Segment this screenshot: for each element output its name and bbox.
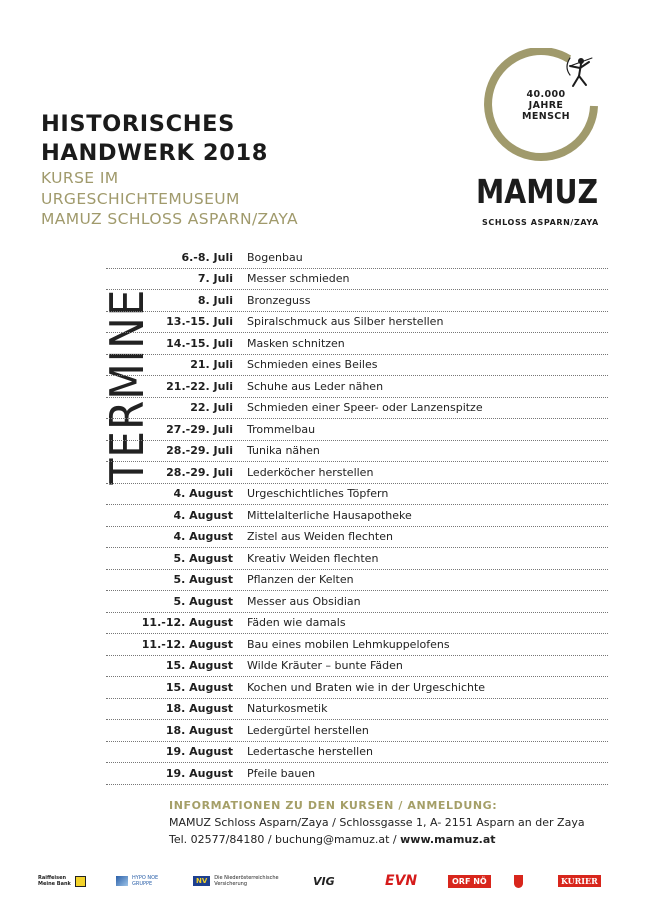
schedule-date: 5. August — [173, 551, 233, 565]
logo-badge-line-1: 40.000 — [526, 89, 566, 100]
schedule-date: 6.-8. Juli — [181, 250, 233, 264]
subtitle-line-3: MAMUZ SCHLOSS ASPARN/ZAYA — [41, 210, 299, 228]
schedule-row — [106, 355, 608, 377]
raiffeisen-line-2: Meine Bank — [38, 881, 71, 887]
raiffeisen-line-1: Raiffeisen — [38, 875, 67, 881]
kurier-badge: KURIER — [558, 875, 601, 887]
info-heading: INFORMATIONEN ZU DEN KURSEN / ANMELDUNG: — [169, 799, 498, 812]
schedule-date: 28.-29. Juli — [166, 444, 233, 458]
schedule-course: Naturkosmetik — [247, 702, 328, 716]
schedule-date: 28.-29. Juli — [166, 465, 233, 479]
schedule-course: Schmieden eines Beiles — [247, 358, 378, 372]
schedule-date: 21.-22. Juli — [166, 379, 233, 393]
page-title — [41, 110, 331, 168]
schedule-course: Schuhe aus Leder nähen — [247, 379, 384, 393]
info-block — [169, 799, 629, 846]
schedule-date: 4. August — [173, 530, 233, 544]
schedule-course: Schmieden einer Speer- oder Lanzenspitze — [247, 401, 483, 415]
emblem-icon — [514, 870, 534, 892]
logo-tagline: SCHLOSS ASPARN/ZAYA — [482, 218, 599, 227]
schedule-course: Pflanzen der Kelten — [247, 573, 354, 587]
schedule-date: 11.-12. August — [141, 616, 233, 630]
schedule-course: Trommelbau — [247, 422, 316, 436]
logo-badge-line-2: JAHRE — [528, 100, 564, 111]
title-line-1: HISTORISCHES — [41, 111, 235, 137]
schedule-date: 15. August — [165, 659, 233, 673]
schedule-course: Lederköcher herstellen — [247, 465, 374, 479]
schedule-date: 13.-15. Juli — [166, 315, 233, 329]
nv-badge: NV — [193, 876, 210, 886]
vig-logo: VIG — [313, 874, 335, 888]
schedule-date: 5. August — [173, 594, 233, 608]
schedule-row — [106, 419, 608, 441]
schedule-date: 15. August — [165, 680, 233, 694]
schedule-list — [106, 247, 608, 785]
schedule-course: Bogenbau — [247, 250, 303, 264]
logo-badge-text — [506, 89, 586, 122]
schedule-course: Messer schmieden — [247, 272, 350, 286]
schedule-row — [106, 742, 608, 764]
schedule-date: 21. Juli — [190, 358, 233, 372]
schedule-date: 4. August — [173, 487, 233, 501]
schedule-row — [106, 570, 608, 592]
schedule-row — [106, 484, 608, 506]
hypo-line-1: HYPO NOE — [132, 875, 159, 881]
schedule-date: 11.-12. August — [141, 637, 233, 651]
nv-versicherung-logo — [193, 870, 293, 892]
schedule-date: 19. August — [165, 766, 233, 780]
schedule-date: 8. Juli — [197, 293, 233, 307]
schedule-row — [106, 462, 608, 484]
hypo-icon — [116, 876, 128, 886]
schedule-date: 4. August — [173, 508, 233, 522]
orf-badge: ORF NÖ — [448, 875, 491, 888]
schedule-row — [106, 247, 608, 269]
schedule-date: 7. Juli — [197, 272, 233, 286]
page-subtitle — [41, 168, 371, 230]
orf-logo — [448, 870, 492, 892]
schedule-row — [106, 290, 608, 312]
kurier-logo — [558, 870, 608, 892]
schedule-course: Urgeschichtliches Töpfern — [247, 487, 389, 501]
schedule-row — [106, 333, 608, 355]
schedule-row — [106, 312, 608, 334]
schedule-row — [106, 656, 608, 678]
schedule-date: 22. Juli — [190, 401, 233, 415]
schedule-date: 27.-29. Juli — [166, 422, 233, 436]
raiffeisen-logo — [38, 870, 98, 892]
info-contact — [169, 833, 629, 846]
logo-badge-line-3: MENSCH — [521, 111, 571, 122]
mamuz-logo — [476, 48, 616, 238]
hypo-line-2: GRUPPE — [132, 881, 153, 887]
schedule-row — [106, 398, 608, 420]
shield-icon — [514, 875, 523, 888]
schedule-row — [106, 527, 608, 549]
schedule-date: 5. August — [173, 573, 233, 587]
schedule-date: 18. August — [165, 702, 233, 716]
schedule-course: Masken schnitzen — [247, 336, 345, 350]
schedule-course: Pfeile bauen — [247, 766, 316, 780]
schedule-course: Spiralschmuck aus Silber herstellen — [247, 315, 444, 329]
schedule-course: Ledertasche herstellen — [247, 745, 373, 759]
schedule-date: 14.-15. Juli — [166, 336, 233, 350]
schedule-course: Kreativ Weiden flechten — [247, 551, 379, 565]
logo-wordmark: MAMUZ — [476, 172, 599, 211]
schedule-row — [106, 763, 608, 785]
schedule-course: Bau eines mobilen Lehmkuppelofens — [247, 637, 450, 651]
hypo-noe-logo — [116, 870, 186, 892]
schedule-row — [106, 613, 608, 635]
schedule-course: Bronzeguss — [247, 293, 311, 307]
schedule-course: Mittelalterliche Hausapotheke — [247, 508, 412, 522]
schedule-course: Ledergürtel herstellen — [247, 723, 369, 737]
schedule-course: Fäden wie damals — [247, 616, 346, 630]
schedule-course: Tunika nähen — [247, 444, 320, 458]
schedule-row — [106, 699, 608, 721]
subtitle-line-2: URGESCHICHTEMUSEUM — [41, 189, 240, 208]
schedule-row — [106, 591, 608, 613]
schedule-row — [106, 505, 608, 527]
schedule-row — [106, 677, 608, 699]
schedule-date: 18. August — [165, 723, 233, 737]
schedule-date: 19. August — [165, 745, 233, 759]
schedule-course: Kochen und Braten wie in der Urgeschichte — [247, 680, 486, 694]
sponsor-strip — [38, 870, 618, 892]
schedule-row — [106, 720, 608, 742]
schedule-course: Messer aus Obsidian — [247, 594, 361, 608]
info-address: MAMUZ Schloss Asparn/Zaya / Schlossgasse 1, A- 2151 Asparn an der Zaya — [169, 816, 585, 829]
schedule-row — [106, 548, 608, 570]
raiffeisen-icon — [75, 876, 86, 887]
schedule-row — [106, 269, 608, 291]
nv-line-1: Die Niederösterreichische — [214, 875, 279, 881]
nv-line-2: Versicherung — [214, 881, 248, 887]
info-contact-text: Tel. 02577/84180 / buchung@mamuz.at / — [169, 833, 401, 846]
website-link[interactable]: www.mamuz.at — [400, 833, 496, 846]
evn-logo: EVN — [385, 873, 418, 889]
schedule-row — [106, 634, 608, 656]
subtitle-line-1: KURSE IM — [41, 169, 119, 187]
schedule-row — [106, 441, 608, 463]
title-line-2: HANDWERK 2018 — [41, 140, 268, 166]
schedule-row — [106, 376, 608, 398]
schedule-course: Wilde Kräuter – bunte Fäden — [247, 659, 403, 673]
schedule-course: Zistel aus Weiden flechten — [247, 530, 393, 544]
termine-text: TERMINE — [100, 288, 154, 485]
